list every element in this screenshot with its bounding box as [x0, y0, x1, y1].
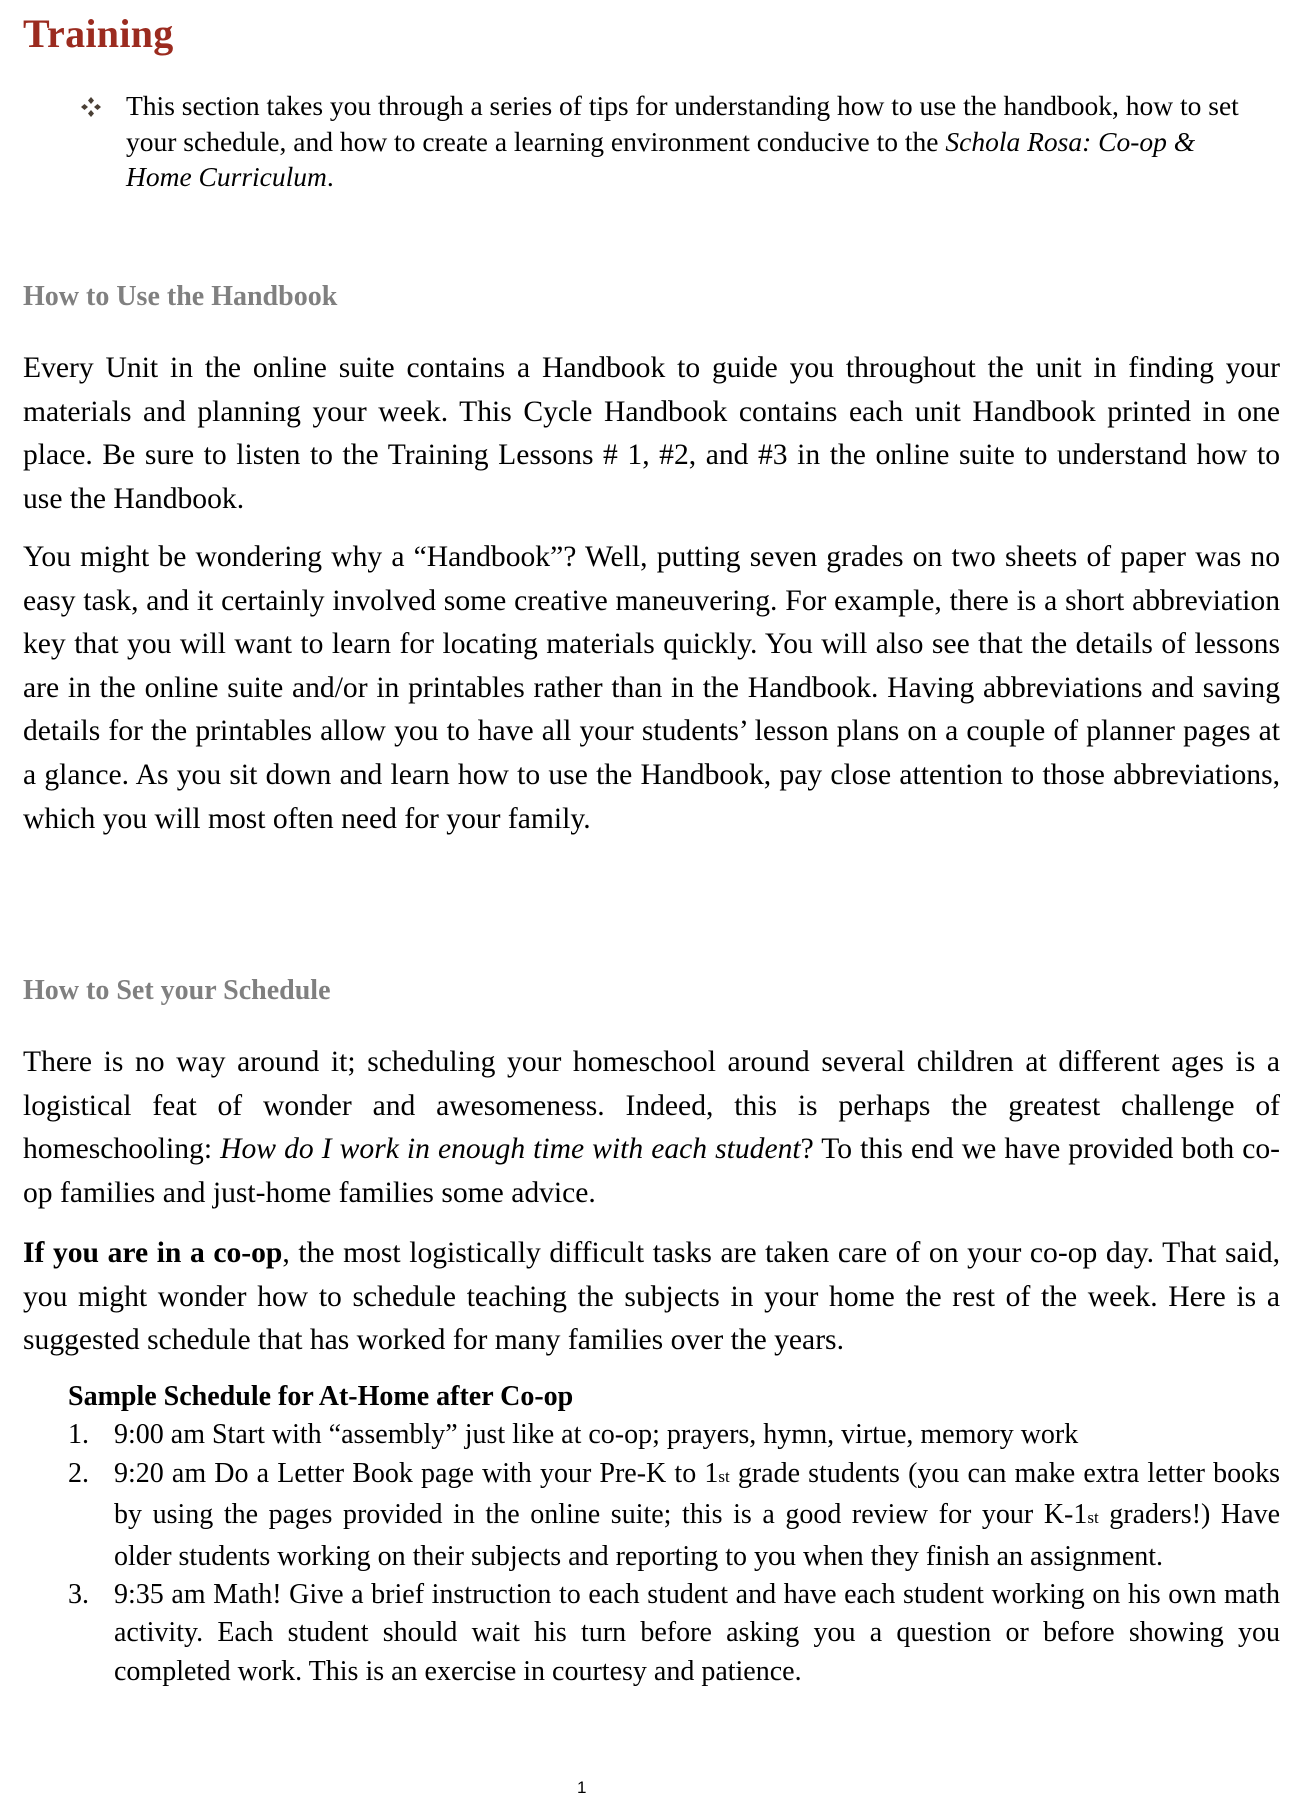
page-title: Training — [23, 11, 174, 56]
handbook-paragraph-1: Every Unit in the online suite contains a Handbook to guide you throughout the unit in finding your materials and planning your week. This Cycle Handbook contains each unit Handbook printed in one place. Be sure to listen to the Training Lessons # 1, #2, and #3 in the online suite to understand how to use the Handbook. — [23, 352, 1280, 515]
sample-schedule-list — [68, 1416, 1280, 1691]
four-diamond-bullet-icon — [80, 88, 126, 129]
list-item-text: 9:20 am Do a Letter Book page with your Pre-K to 1st grade students (you can make extra letter books by using the pages provided in the online suite; this is a good review for your K-1st graders!) Have older students working on their subjects and reporting to you when they finish an assignment. — [114, 1457, 1281, 1572]
section-heading-schedule: How to Set your Schedule — [23, 975, 331, 1006]
intro-bullet-item — [80, 88, 1260, 195]
schedule-paragraph-1: There is no way around it; scheduling your homeschool around several children at different ages is a logistical feat of wonder and awesomeness. Indeed, this is perhaps the greatest challenge of homeschooling: How do I work in enough time with each student? To this end we have provided both co-op families and just-home families some advice. — [23, 1046, 1280, 1209]
coop-emphasis: If you are in a co-op — [23, 1237, 283, 1269]
schedule-item — [68, 1455, 1280, 1576]
curriculum-name: Schola Rosa: Co-op & Home Curriculum — [126, 125, 1196, 192]
section-heading-handbook: How to Use the Handbook — [23, 281, 338, 312]
intro-text: This section takes you through a series of tips for understanding how to use the handbook, how to set your schedule, and how to create a learning environment conducive to the Schola Rosa: Co-op & Home Curriculum. — [126, 90, 1239, 192]
list-item-text: 9:00 am Start with “assembly” just like at co-op; prayers, hymn, virtue, memory work — [114, 1419, 1079, 1451]
schedule-item — [68, 1576, 1280, 1691]
sample-schedule-heading: Sample Schedule for At-Home after Co-op — [68, 1381, 574, 1412]
list-number: 1. — [68, 1419, 89, 1451]
list-number: 3. — [68, 1579, 89, 1611]
schedule-item — [68, 1416, 1280, 1454]
list-item-text: 9:35 am Math! Give a brief instruction to each student and have each student working on his own math activity. Each student should wait his turn before asking you a question or before showing you completed work. This is an exercise in courtesy and patience. — [114, 1579, 1280, 1687]
list-number: 2. — [68, 1457, 89, 1489]
page-number: 1 — [577, 1778, 587, 1797]
key-question: How do I work in enough time with each student — [220, 1133, 801, 1166]
sample-schedule — [68, 1378, 1280, 1691]
handbook-paragraph-2: You might be wondering why a “Handbook”? Well, putting seven grades on two sheets of paper was no easy task, and it certainly involved some creative maneuvering. For example, there is a short abbreviation key that you will want to learn for locating materials quickly. You will also see that the details of lessons are in the online suite and/or in printables rather than in the Handbook. Having abbreviations and saving details for the printables allow you to have all your students’ lesson plans on a couple of planner pages at a glance. As you sit down and learn how to use the Handbook, pay close attention to those abbreviations, which you will most often need for your family. — [23, 541, 1280, 835]
schedule-paragraph-coop: If you are in a co-op, the most logistically difficult tasks are taken care of on your co-op day. That said, you might wonder how to schedule teaching the subjects in your home the rest of the week. Here is a suggested schedule that has worked for many families over the years. — [23, 1237, 1281, 1357]
